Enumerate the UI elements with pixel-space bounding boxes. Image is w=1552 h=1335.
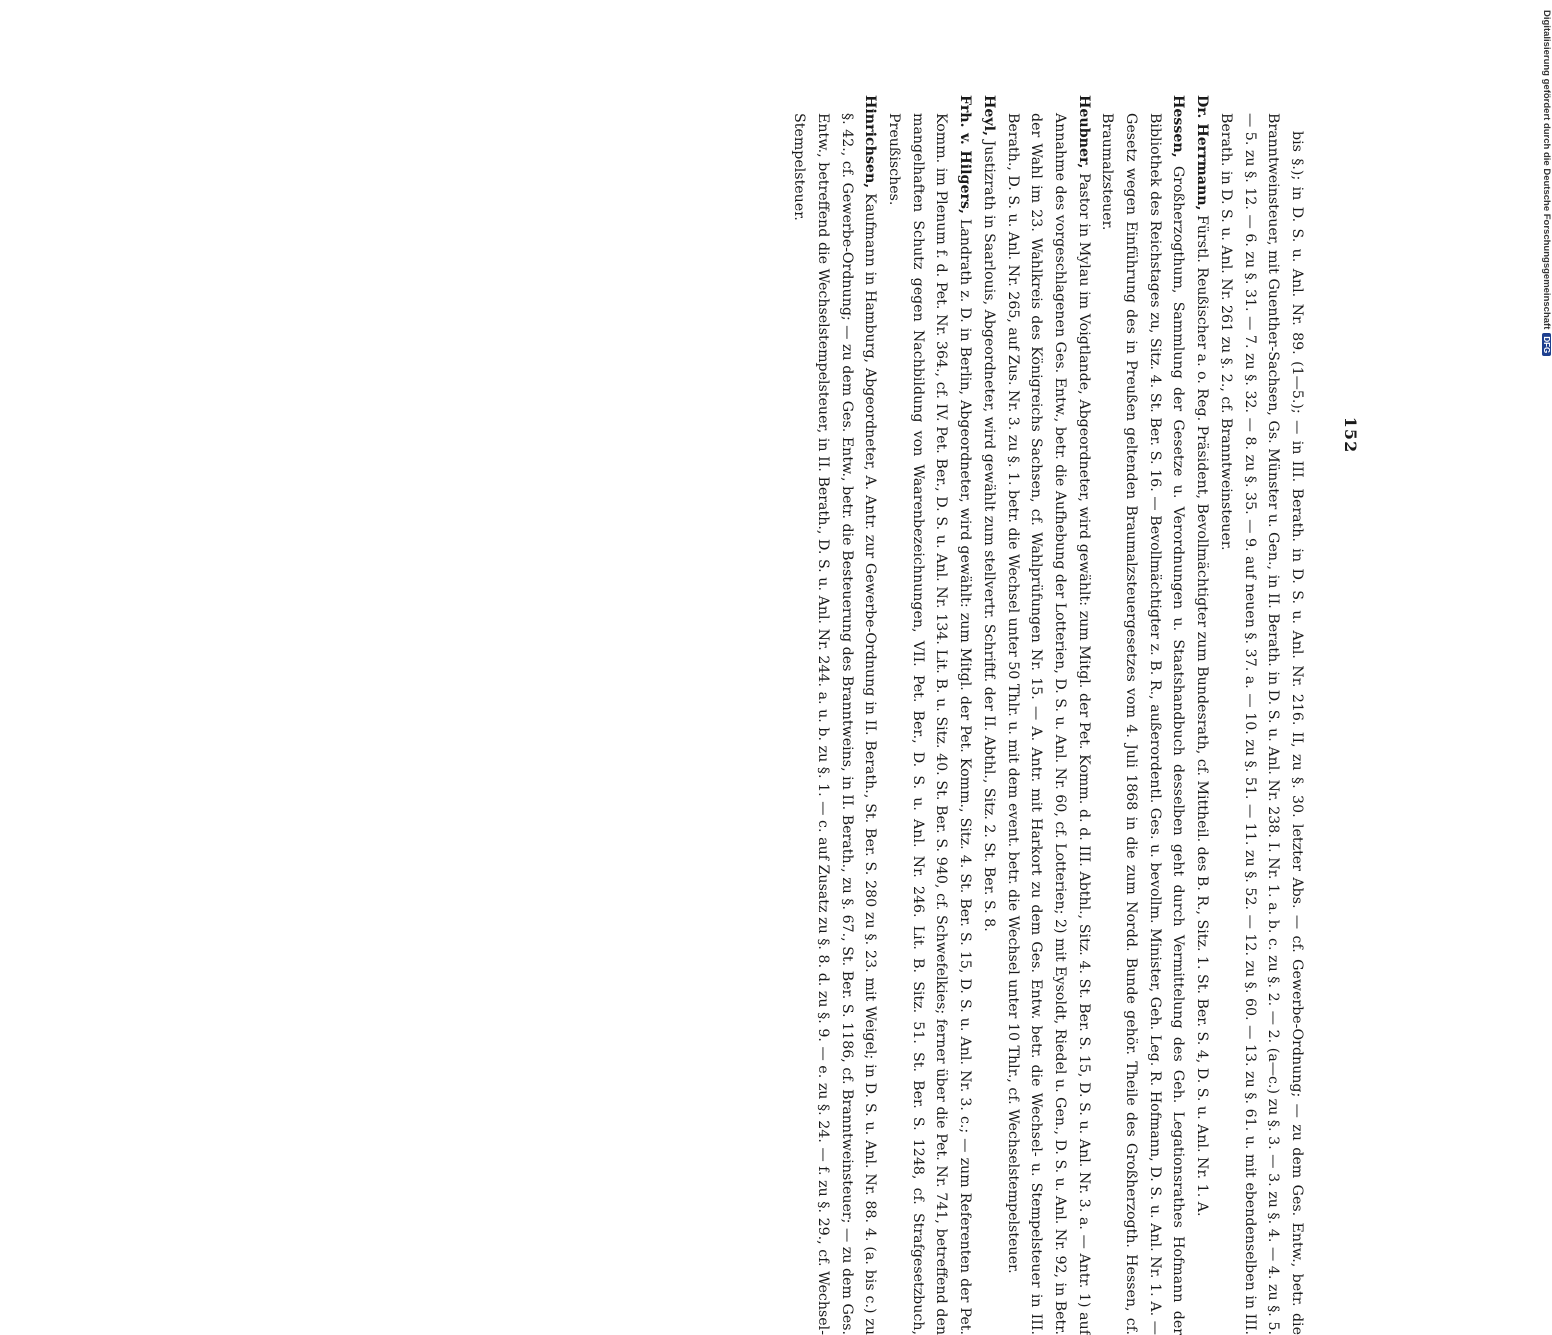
digitization-credit-text: Digitalisierung gefördert durch die Deutsche Forschungsgemeinschaft xyxy=(1541,10,1552,330)
entry-text: Landrath z. D. in Berlin, Abgeordneter, wird gewählt: zum Mitgl. der Pet. Komm., Sitz. 4. St. Ber. S. 15, D. S. u. Anl. Nr. 3. c.; — zum Referenten der Pet. Komm. im Plenum f. d. Pet. Nr. 364., cf. IV. Pet. Ber., D. S. u. Anl. Nr. 134. Lit. B. u. Sitz. 40. St. Ber. S. 940, cf. Schwefelkies; ferner über die Pet. Nr. 741, betreffend den mangelhaften Schutz gegen Nachbildung von Waarenbezeichnungen, VII. Pet. Ber., D. S. u. Anl. Nr. 246. Lit. B. Sitz. 51. St. Ber. S. 1248, cf. Strafgesetzbuch, Preußisches. xyxy=(886,113,974,1335)
index-entry xyxy=(1000,95,1095,1335)
dfg-logo: DFG xyxy=(1542,333,1551,356)
entry-head: Hessen, xyxy=(1170,95,1187,158)
index-entry xyxy=(881,95,976,1335)
entry-text: Großherzogthum, Sammlung der Gesetze u. Verordnungen u. Staatshandbuch desselben geht durch Vermittelung des Geh. Legationsrathes Hofmann der Bibliothek des Reichstages zu, Sitz. 4. St. Ber. S. 16. — Bevollmächtigter z. B. R., außerordentl. Ges. u. bevollm. Minister, Geh. Leg. R. Hofmann, D. S. u. Anl. Nr. 1. A. — Gesetz wegen Einführung des in Preußen geltenden Braumalzsteuergesetzes vom 4. Juli 1868 in die zum Nordd. Bunde gehör. Theile des Großherzogth. Hessen, cf. Braumalzsteuer. xyxy=(1099,113,1187,1335)
entry-text: bis §.); in D. S. u. Anl. Nr. 89. (1—5.); — in III. Berath. in D. S. u. Anl. Nr. 216. II, zu §. 30. letzter Abs. — cf. Gewerbe-Ordnung; — zu dem Ges. Entw., betr. die Branntweinsteuer, mit Guenther-Sachsen, Gs. Münster u. Gen., in II. Berath. in D. S. u. Anl. Nr. 238. I. Nr. 1. a. b. c. zu §. 2. — 2. (a—c.) zu §. 3. — 3. zu §. 4. — 4. zu §. 5. — 5. zu §. 12. — 6. zu §. 31. — 7. zu §. 32. — 8. zu §. 35. — 9. auf neuen §. 37. a. — 10. zu §. 51. — 11. zu §. 52. — 12. zu §. 60. — 13. zu §. 61. u. mit ebendenselben in III. Berath. in D. S. u. Anl. Nr. 261 zu §. 2., cf. Branntweinsteuer. xyxy=(1217,113,1305,1335)
digitization-credit xyxy=(1541,10,1552,1010)
entry-text: Pastor in Mylau im Voigtlande, Abgeordneter, wird gewählt: zum Mitgl. der Pet. Komm. d. d. III. Abthl., Sitz. 4. St. Ber. S. 15, D. S. u. Anl. Nr. 3. a. — Antr. 1) auf Annahme des vorgeschlagenen Ges. Entw., betr. die Aufhebung der Lotterien, D. S. u. Anl. Nr. 60, cf. Lotterien; 2) mit Eysoldt, Riedel u. Gen., D. S. u. Anl. Nr. 92, in Betr. der Wahl im 23. Wahlkreis des Königreichs Sachsen, cf. Wahlprüfungen Nr. 15. — A. Antr. mit Harkort zu dem Ges. Entw. betr. die Wechsel- u. Stempelsteuer in III. Berath., D. S. u. Anl. Nr. 265, auf Zus. Nr. 3. zu §. 1. betr. die Wechsel unter 50 Thlr. u. mit dem event. betr. die Wechsel unter 10 Thlr., cf. Wechselstempelsteuer. xyxy=(1004,113,1092,1335)
entry-head: Dr. Herrmann, xyxy=(1194,95,1211,211)
index-entry xyxy=(976,95,1000,1335)
entry-text: Kaufmann in Hamburg, Abgeordneter, A. Antr. zur Gewerbe-Ordnung in II. Berath., St. Ber. S. 280 zu §. 23. mit Weigel; in D. S. u. Anl. Nr. 88. 4. (a. bis c.) zu §. 42., cf. Gewerbe-Ordnung; — zu dem Ges. Entw., betr. die Besteuerung des Branntweins, in II. Berath., zu §. 67., St. Ber. S. 1186, cf. Branntweinsteuer; — zu dem Ges. Entw., betreffend die Wechselstempelsteuer, in II. Berath., D. S. u. Anl. Nr. 244. a. u. b. zu §. 1. — c. auf Zusatz zu §. 8. d. zu §. 9. — e. zu §. 24. — f. zu §. 29., cf. Wechsel-Stempelsteuer. xyxy=(791,113,879,1335)
entry-head: Heubner, xyxy=(1075,95,1092,169)
index-entry xyxy=(1189,95,1213,1335)
index-entry xyxy=(1095,95,1190,1335)
entry-head: Heyl, xyxy=(980,95,997,137)
index-entry xyxy=(1213,95,1308,1335)
rotated-page xyxy=(120,95,1360,1335)
entry-text: Fürstl. Reußischer a. o. Reg. Präsident, Bevollmächtigter zum Bundesrath, cf. Mittheil. des B. R., Sitz. 1. St. Ber. S. 4, D. S. u. Anl. Nr. 1. A. xyxy=(1194,215,1211,1217)
entry-text: Justizrath in Saarlouis, Abgeordneter, wird gewählt zum stellvertr. Schriftf. der II. Abthl., Sitz. 2. St. Ber. S. 8. xyxy=(980,140,997,932)
index-entries xyxy=(787,95,1308,1335)
page-number: 152 xyxy=(1341,416,1360,454)
entry-head: Hinrichsen, xyxy=(862,95,879,189)
entry-head: Frh. v. Hilgers, xyxy=(957,95,974,214)
index-entry xyxy=(787,95,882,1335)
